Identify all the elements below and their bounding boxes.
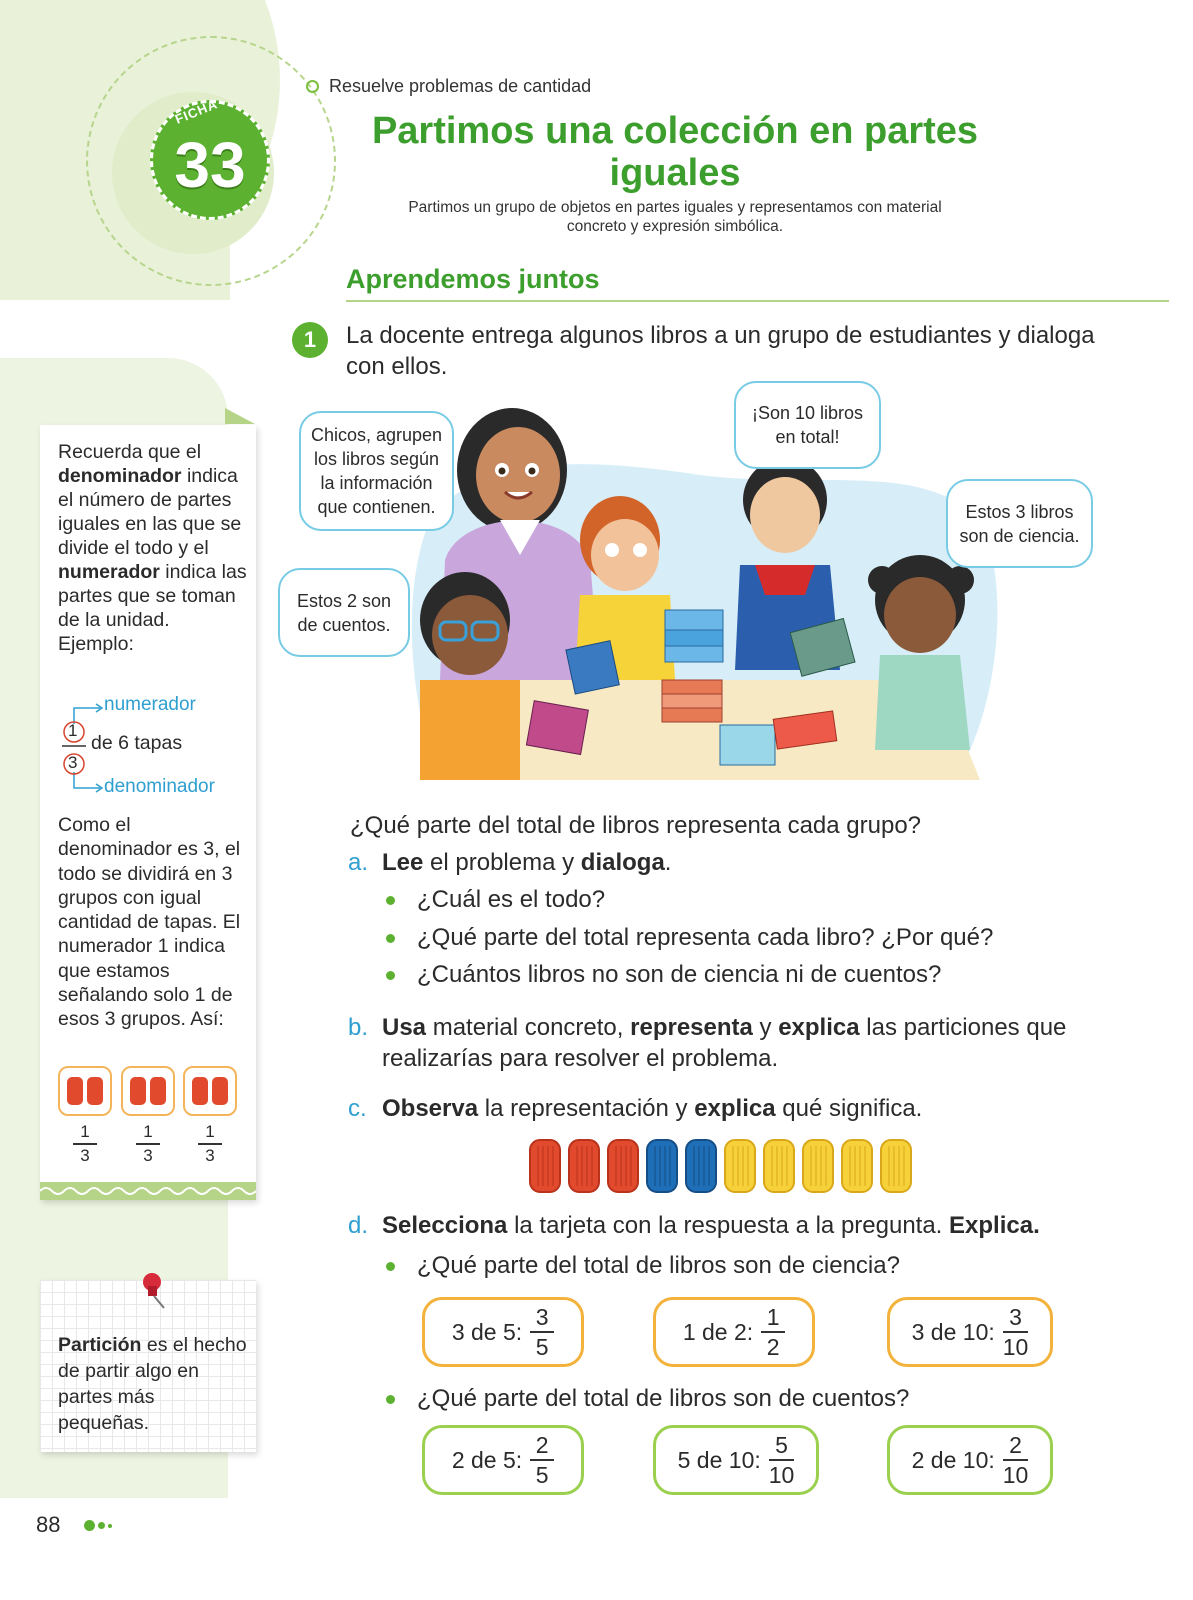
fraction-denominator: 3	[205, 1145, 215, 1165]
fraction-numerator: 3	[535, 1304, 549, 1331]
item-body	[382, 1210, 1082, 1241]
item-bold: explica	[778, 1014, 860, 1041]
speech-bubble-girl: Estos 3 libros son de ciencia.	[946, 479, 1093, 568]
card-text: 2 de 10:	[911, 1446, 995, 1473]
yellow-cylinder-icon	[879, 1138, 913, 1194]
fraction-numerator: 1	[766, 1304, 780, 1331]
item-b	[348, 1012, 1108, 1074]
answer-card[interactable]	[653, 1425, 819, 1495]
item-bold: representa	[630, 1014, 753, 1041]
item-letter: a.	[348, 849, 369, 876]
item-letter: b.	[348, 1014, 369, 1041]
card-fraction	[530, 1305, 554, 1359]
bullet-text: ¿Qué parte del total de libros son de ciencia?	[417, 1252, 900, 1279]
card-text: 5 de 10:	[677, 1446, 761, 1473]
step-number-badge: 1	[292, 322, 328, 358]
fraction-numerator: 1	[80, 1122, 90, 1141]
item-text: .	[664, 849, 672, 876]
card-text: 1 de 2:	[682, 1318, 754, 1345]
red-cap-icon	[128, 1074, 168, 1108]
ficha-label: FICHA	[172, 96, 220, 127]
ficha-number: 33	[174, 129, 246, 201]
red-cylinder-icon	[528, 1138, 562, 1194]
caps-group	[121, 1066, 175, 1116]
red-cylinder-icon	[567, 1138, 601, 1194]
item-letter: d.	[348, 1212, 369, 1239]
item-text: qué significa.	[782, 1095, 923, 1122]
answer-card[interactable]	[422, 1425, 584, 1495]
answer-card[interactable]	[653, 1297, 815, 1367]
bullet-item	[386, 961, 941, 989]
note-text-part: Recuerda que el	[58, 441, 202, 463]
bullet-item	[386, 1385, 909, 1413]
bullet-dot-icon	[386, 896, 395, 905]
item-c	[348, 1093, 1108, 1124]
numerator-label: numerador	[104, 694, 196, 715]
card-fraction	[530, 1433, 554, 1487]
competencia-text: Resuelve problemas de cantidad	[329, 76, 592, 96]
bullet-text: ¿Cuál es el todo?	[417, 886, 606, 913]
answer-card[interactable]	[422, 1297, 584, 1367]
group-fraction	[73, 1122, 97, 1166]
bullet-item	[386, 1252, 900, 1280]
definition-body: es el hecho de partir algo en partes más pequeñas.	[58, 1334, 247, 1434]
bullet-dot-icon	[386, 1262, 395, 1271]
page-number: 88	[36, 1512, 61, 1537]
fraction-denominator: 5	[535, 1461, 549, 1488]
blue-cylinder-icon	[684, 1138, 718, 1194]
item-text: la tarjeta con la respuesta a la pregunta.	[514, 1212, 943, 1239]
competencia-line	[306, 76, 591, 97]
item-text: la representación y	[484, 1095, 688, 1122]
group-fraction	[198, 1122, 222, 1166]
red-cylinder-icon	[606, 1138, 640, 1194]
fraction-denominator: 10	[768, 1461, 795, 1488]
ficha-badge	[150, 100, 270, 220]
page-subtitle: Partimos un grupo de objetos en partes iguales y representamos con material concreto y expresión simbólica.	[408, 199, 942, 235]
note-bold-denominador: denominador	[58, 465, 182, 487]
fraction-denominator: 10	[1002, 1333, 1029, 1360]
yellow-cylinder-icon	[762, 1138, 796, 1194]
item-bold: dialoga	[580, 849, 665, 876]
blue-cylinder-icon	[645, 1138, 679, 1194]
definition-term: Partición	[58, 1334, 142, 1356]
note-text-part: indica el número de partes iguales en las que se divide el todo y el	[58, 465, 242, 559]
answer-card[interactable]	[887, 1297, 1053, 1367]
fraction-numerator: 1	[205, 1122, 215, 1141]
example-suffix: de 6 tapas	[91, 732, 183, 754]
note-text-part: indica las partes que se toman de la unidad. Ejemplo:	[58, 561, 247, 655]
bullet-text: ¿Qué parte del total representa cada libro? ¿Por qué?	[417, 924, 994, 951]
pushpin-icon	[138, 1272, 172, 1312]
card-text: 2 de 5:	[451, 1446, 523, 1473]
main-question: ¿Qué parte del total de libros representa cada grupo?	[350, 812, 922, 839]
bullet-item	[386, 886, 605, 914]
item-bold: Selecciona	[382, 1212, 508, 1239]
card-fraction	[1003, 1433, 1029, 1487]
section-heading: Aprendemos juntos	[346, 264, 600, 294]
sidebar-note-text	[58, 440, 248, 656]
item-bold: Observa	[382, 1095, 479, 1122]
fraction-numerator: 3	[1009, 1304, 1022, 1331]
red-cap-icon	[190, 1074, 230, 1108]
section-divider	[346, 300, 1169, 302]
fraction-numerator: 5	[775, 1432, 788, 1459]
bullet-text: ¿Cuántos libros no son de ciencia ni de cuentos?	[417, 961, 942, 988]
bullet-dot-icon	[386, 1395, 395, 1404]
answer-card[interactable]	[887, 1425, 1053, 1495]
card-text: 3 de 10:	[911, 1318, 995, 1345]
item-d	[348, 1210, 1108, 1241]
example-denominator: 3	[68, 753, 78, 772]
item-bold: Usa	[382, 1014, 427, 1041]
fraction-denominator: 3	[80, 1145, 90, 1165]
group-fraction	[136, 1122, 160, 1166]
bullet-text: ¿Qué parte del total de libros son de cuentos?	[417, 1385, 910, 1412]
yellow-cylinder-icon	[840, 1138, 874, 1194]
card-fraction	[769, 1433, 795, 1487]
bullet-dot-icon	[386, 934, 395, 943]
card-text: 3 de 5:	[451, 1318, 523, 1345]
page-title: Partimos una colección en partes iguales	[371, 110, 979, 194]
sidebar-note-explanation: Como el denominador es 3, el todo se dividirá en 3 grupos con igual cantidad de tapas. El numerador 1 indica que estamos señalando solo 1 de esos 3 grupos. Así:	[58, 814, 241, 1031]
item-text: las particiones que realizarías para resolver el problema.	[382, 1014, 1067, 1072]
bullet-dot-icon	[386, 971, 395, 980]
item-bold: explica	[694, 1095, 776, 1122]
example-numerator: 1	[68, 721, 78, 740]
item-body	[382, 847, 1082, 878]
fraction-numerator: 2	[1009, 1432, 1022, 1459]
card-fraction	[1003, 1305, 1029, 1359]
yellow-cylinder-icon	[723, 1138, 757, 1194]
item-body	[382, 1012, 1082, 1074]
fraction-numerator: 2	[535, 1432, 549, 1459]
item-text: el problema y	[430, 849, 575, 876]
item-letter: c.	[348, 1095, 367, 1122]
fraction-numerator: 1	[143, 1122, 153, 1141]
page-dots-decoration	[84, 1520, 112, 1531]
note-tab-decoration	[225, 408, 255, 424]
note-bold-numerador: numerador	[58, 561, 160, 583]
wave-border	[40, 1182, 256, 1200]
classroom-illustration	[400, 380, 1010, 800]
speech-bubble-teacher: Chicos, agrupen los libros según la información que contienen.	[299, 411, 454, 531]
item-bold: Explica.	[949, 1212, 1040, 1239]
caps-group	[58, 1066, 112, 1116]
red-cap-icon	[65, 1074, 105, 1108]
definition-text	[58, 1332, 248, 1436]
fraction-denominator: 3	[143, 1145, 153, 1165]
yellow-cylinder-icon	[801, 1138, 835, 1194]
step-text: La docente entrega algunos libros a un grupo de estudiantes y dialoga con ellos.	[346, 322, 1095, 380]
fraction-example	[58, 694, 248, 804]
speech-bubble-center-boy: ¡Son 10 libros en total!	[734, 381, 881, 469]
item-bold: Lee	[382, 849, 424, 876]
item-text: y	[759, 1014, 772, 1041]
item-text: material concreto,	[432, 1014, 624, 1041]
fraction-denominator: 2	[766, 1333, 780, 1360]
item-a	[348, 847, 1108, 878]
circle-bullet-icon	[306, 80, 319, 93]
item-body	[382, 1093, 1082, 1124]
card-fraction	[761, 1305, 785, 1359]
speech-bubble-left-boy: Estos 2 son de cuentos.	[278, 568, 410, 657]
cylinder-representation	[528, 1138, 918, 1194]
fraction-denominator: 10	[1002, 1461, 1029, 1488]
caps-group	[183, 1066, 237, 1116]
fraction-denominator: 5	[535, 1333, 549, 1360]
bullet-item	[386, 924, 993, 952]
denominator-label: denominador	[104, 776, 215, 797]
